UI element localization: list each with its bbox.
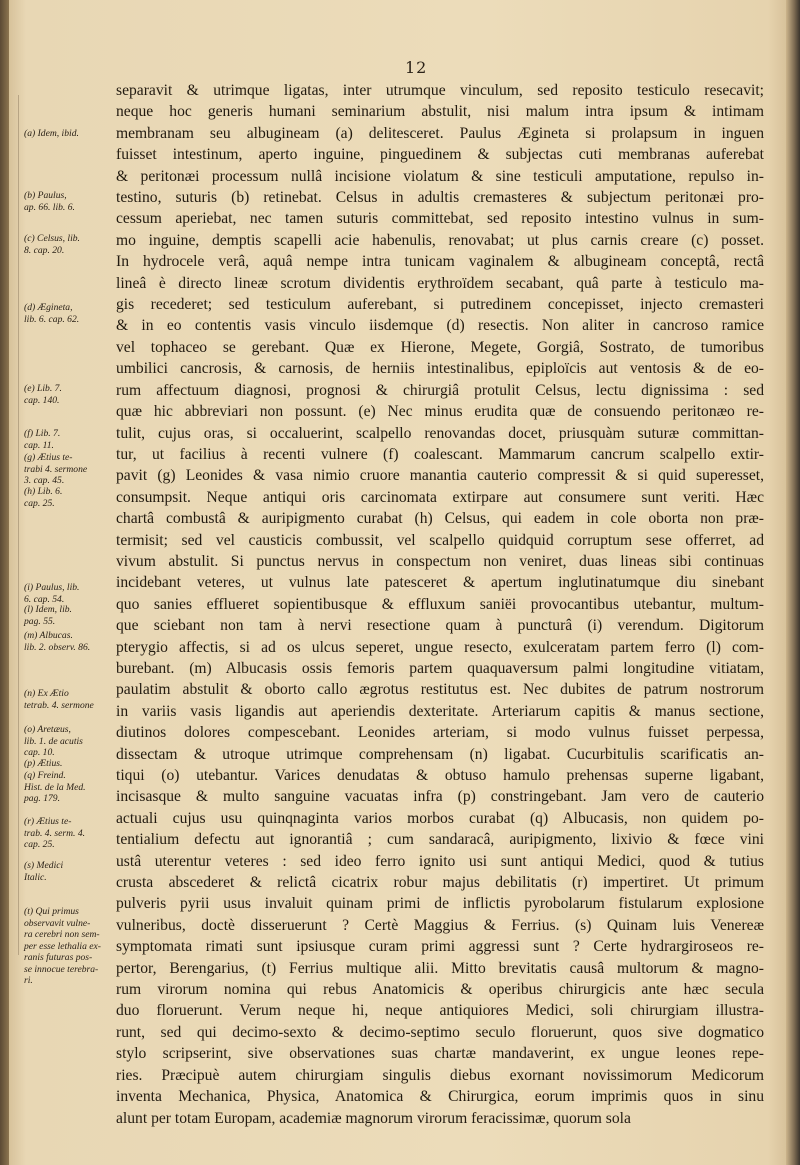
text-line: & peritonæi processum nullâ incisione violatum & sine testiculi amputatione, repulso in- xyxy=(116,167,764,185)
text-line: crusta abscederet & relictâ cicatrix robur majus debilitatis (r) impertiret. Ut primum xyxy=(116,874,764,892)
margin-note-line: (b) Paulus, xyxy=(24,190,67,201)
margin-note-line: ra cerebri non sem- xyxy=(24,929,100,940)
text-line: runt, sed qui decimo-sexto & decimo-septimo seculo floruerunt, quos sive dogmatico xyxy=(116,1023,764,1041)
margin-note-line: (l) Idem, lib. xyxy=(24,604,72,615)
margin-note-line: (c) Celsus, lib. xyxy=(24,233,80,244)
text-line: vulneribus, doctè disseruerunt ? Certè Maggius & Ferrius. (s) Quinam luis Venereæ xyxy=(116,916,764,934)
text-line: actuali cujus usu quinqnaginta varios morbos curabat (q) Albucasis, non quidem po- xyxy=(116,809,764,827)
page-gutter xyxy=(0,0,9,1165)
margin-note-line: (q) Freind. xyxy=(24,770,66,781)
margin-note-line: 3. cap. 45. xyxy=(24,475,65,486)
text-line: separavit & utrimque ligatas, inter utrumque vinculum, sed reposito testiculo resecavit; xyxy=(116,82,764,99)
margin-note-line: Italic. xyxy=(24,871,47,883)
text-line: In hydrocele verâ, aquâ nempe intra tunicam vaginalem & albugineam conceptâ, rectâ xyxy=(116,253,764,271)
text-line: cessum aperiebat, nec tamen suturis committebat, sed reposito intestino vulnus in sum- xyxy=(116,210,764,228)
page-number: 12 xyxy=(405,58,428,77)
margin-note-line: se innocue terebra- xyxy=(24,963,99,975)
margin-note xyxy=(24,724,116,759)
margin-note xyxy=(24,758,116,770)
text-line: chartâ combustâ & auripigmento curabat (h) Celsus, qui eadem in cole oborta non præ- xyxy=(116,510,764,528)
text-line: membranam seu albugineam (a) delitesceret. Paulus Ægineta si prolapsum in inguen xyxy=(116,124,764,142)
text-line: neque hoc generis humani seminarium abstulit, nisi malum intra ipsum & intimam xyxy=(116,103,764,121)
text-line: incidebant veteres, ut vulnus late patesceret & apertum inglutinatumque diu sinebant xyxy=(116,574,764,592)
margin-note-line: 6. cap. 54. xyxy=(24,593,65,605)
margin-note-line: lib. 6. cap. 62. xyxy=(24,313,80,325)
margin-note-line: ranis futuras pos- xyxy=(24,952,93,963)
margin-note-line: (f) Lib. 7. xyxy=(24,428,61,439)
margin-note xyxy=(24,860,116,883)
text-line: symptomata rimati sunt ipsiusque curam primi aggressi sunt ? Certe hydrargiroseos re- xyxy=(116,938,764,956)
margin-note xyxy=(24,302,116,325)
margin-note-line: (r) Ætius te- xyxy=(24,816,72,827)
text-line: vivum abstulit. Si punctus nervus in conspectum non veniret, duas lineas sibi continuas xyxy=(116,552,764,570)
margin-note-line: (g) Ætius te- xyxy=(24,452,73,463)
margin-note-line: (m) Albucas. xyxy=(24,630,73,641)
text-line: rum affectuum diagnosi, prognosi & chirurgiâ protulit Celsus, lectu dignissima : sed xyxy=(116,381,764,399)
text-line: fuisset intestinum, aperto inguine, pinguedinem & subjectas cuti membranas auferebat xyxy=(116,146,764,164)
text-line: mo inguine, demptis scapelli acie habenulis, renovabat; ut plus carnis creare (c) posset. xyxy=(116,231,764,249)
margin-note xyxy=(24,604,116,627)
margin-note-line: (i) Paulus, lib. xyxy=(24,582,80,593)
text-line: tulit, cujus oras, si occaluerint, scalpello renovandas docet, priusquàm suturæ committan- xyxy=(116,424,764,442)
margin-note-line: (t) Qui primus xyxy=(24,906,79,917)
margin-note-line: (s) Medici xyxy=(24,860,64,871)
margin-note-line: cap. 25. xyxy=(24,839,55,850)
margin-note-line: tetrab. 4. sermone xyxy=(24,699,94,711)
margin-note xyxy=(24,233,116,256)
text-line: umbilici cancrosis, & carnosis, de herniis intestinalibus, epiploïcis aut ventosis & de eo- xyxy=(116,360,764,378)
margin-note-line: cap. 25. xyxy=(24,497,55,509)
margin-note xyxy=(24,452,116,487)
text-line: ustâ uterentur veteres : sed ideo ferro ignito usi sunt antiqui Medici, quod & tutius xyxy=(116,852,764,870)
margin-note-line: (p) Ætius. xyxy=(24,758,63,769)
margin-note-line: (o) Aretæus, xyxy=(24,724,71,735)
text-line: pterygio affectis, si ad os ulcus seperet, ungue resecto, exulceratam partem ferro (l) com- xyxy=(116,638,764,656)
margin-note-line: (a) Idem, ibid. xyxy=(24,128,79,139)
margin-rule xyxy=(18,95,19,955)
margin-note-line: cap. 140. xyxy=(24,394,60,406)
text-line: termisit; sed vel causticis combussit, vel scalpello quidquid corruptum sese offerret, ad xyxy=(116,531,764,549)
text-line: lineâ è directo lineæ scrotum dividentis erythroïdem secabant, quâ parte à testiculo ma- xyxy=(116,274,764,292)
text-line: tiqui (o) utebantur. Varices denudatas & obtuso hamulo prehensas superne ligabant, xyxy=(116,767,764,784)
text-line: testino, suturis (b) retinebat. Celsus in adultis cremasteres & subjectum peritonæi pro- xyxy=(116,189,764,207)
margin-note-line: (n) Ex Ætio xyxy=(24,688,69,699)
margin-note xyxy=(24,582,116,605)
margin-note xyxy=(24,486,116,509)
main-text-block xyxy=(116,80,764,1129)
text-line: consumpsit. Neque antiqui oris carcinomata extirpare aut consumere sunt veriti. Hæc xyxy=(116,488,764,506)
margin-note-line: lib. 2. observ. 86. xyxy=(24,641,91,653)
text-line: tentialium defectu aut ignorantiâ ; cum sandaracâ, auripigmento, lixivio & fœce vini xyxy=(116,831,764,849)
margin-note-line: cap. 11. xyxy=(24,439,54,451)
margin-note xyxy=(24,906,116,987)
margin-note xyxy=(24,816,116,851)
text-line: quo sanies efflueret sopientibusque & effluxum saniëi provocantibus utebantur, multum- xyxy=(116,595,764,613)
margin-note xyxy=(24,630,116,653)
text-line: quæ hic abbreviari non possunt. (e) Nec minus erudita quæ de consuendo peritonæo re- xyxy=(116,403,764,421)
text-line: burebant. (m) Albucasis ossis femoris partem quaquaversum palmi longitudine vitiatam, xyxy=(116,659,764,677)
text-line: duo floruerunt. Verum neque hi, neque antiquiores Medici, soli chirurgiam illustra- xyxy=(116,1002,764,1020)
margin-note-line: 8. cap. 20. xyxy=(24,244,65,256)
text-line: gis recederet; sed testiculum auferebant, si putredinem concepisset, injecto cremasteri xyxy=(116,296,764,314)
text-line: in variis vasis ligandis aut aperiendis dexteritate. Arteriarum capitis & manus sectione, xyxy=(116,702,764,720)
text-line: paulatim abstulit & oborto callo ægrotus restitutus est. Nec dubites de patrum nostrorum xyxy=(116,681,764,699)
text-line: rum virorum nomina qui rebus Anatomicis & operibus chirurgicis ante hæc secula xyxy=(116,981,764,999)
margin-note-line: pag. 55. xyxy=(24,615,56,627)
margin-note-line: (e) Lib. 7. xyxy=(24,383,62,394)
text-line: stylo scripserint, sive observationes suas chartæ mandaverint, ex ungue leones repe- xyxy=(116,1045,764,1063)
margin-note-line: (h) Lib. 6. xyxy=(24,486,63,497)
margin-note-line: observavit vulne- xyxy=(24,917,91,929)
margin-note-line: cap. 10. xyxy=(24,747,55,758)
margin-note xyxy=(24,128,116,140)
margin-note xyxy=(24,770,116,805)
text-line: vel tophaceo se gerebant. Quæ ex Hierone, Megete, Gorgiâ, Sostrato, de tumoribus xyxy=(116,338,764,356)
margin-note-line: ri. xyxy=(24,975,33,986)
page-edge-shadow xyxy=(786,0,800,1165)
text-line: tur, ut facilius à recenti vulnere (f) coalescant. Mammarum cancrum scalpello extir- xyxy=(116,445,764,463)
text-line: pertor, Berengarius, (t) Ferrius multique alii. Mitto brevitatis causâ multorum & magno- xyxy=(116,959,764,977)
margin-note-line: pag. 179. xyxy=(24,793,60,804)
margin-note xyxy=(24,688,116,711)
margin-note xyxy=(24,190,116,213)
text-line: incisasque & multo sanguine vacuatas infra (p) constringebant. Jam vero de cauterio xyxy=(116,788,764,806)
margin-note-line: lib. 1. de acutis xyxy=(24,735,83,747)
margin-note-line: ap. 66. lib. 6. xyxy=(24,201,75,213)
text-line: ries. Præcipuè autem chirurgiam singulis diebus exornant novissimorum Medicorum xyxy=(116,1066,764,1084)
margin-note xyxy=(24,383,116,406)
margin-note xyxy=(24,428,116,451)
margin-note-line: trab. 4. serm. 4. xyxy=(24,827,86,839)
margin-note-line: (d) Ægineta, xyxy=(24,302,73,313)
text-line: alunt per totam Europam, academiæ magnorum virorum feracissimæ, quorum sola xyxy=(116,1109,631,1127)
text-line: & in eo contentis vasis vinculo iisdemque (d) resectis. Non aliter in cancroso ramice xyxy=(116,317,764,335)
text-line: inventa Mechanica, Physica, Anatomica & Chirurgica, eorum imprimis quos in sinu xyxy=(116,1088,764,1106)
margin-note-line: trabi 4. sermone xyxy=(24,463,88,475)
text-line: diutinos dolores compescebant. Leonides arteriam, si modo vulnus fuisset perpessa, xyxy=(116,724,764,742)
margin-note-line: Hist. de la Med. xyxy=(24,781,86,793)
text-line: pavit (g) Leonides & vasa nimio cruore manantia cauterio compressit & si quid superesset, xyxy=(116,467,764,485)
margin-note-line: per esse lethalia ex- xyxy=(24,940,101,952)
text-line: dissectam & utroque utrimque comprehensam (n) ligabat. Cucurbitulis scarificatis an- xyxy=(116,745,764,763)
text-line: que sciebant non tam à nervi resectione quam à puncturâ (i) verendum. Digitorum xyxy=(116,617,764,635)
text-line: pulveris pyrii usus invaluit quinam primi de inflictis pyrobolarum fistularum explosione xyxy=(116,895,764,913)
